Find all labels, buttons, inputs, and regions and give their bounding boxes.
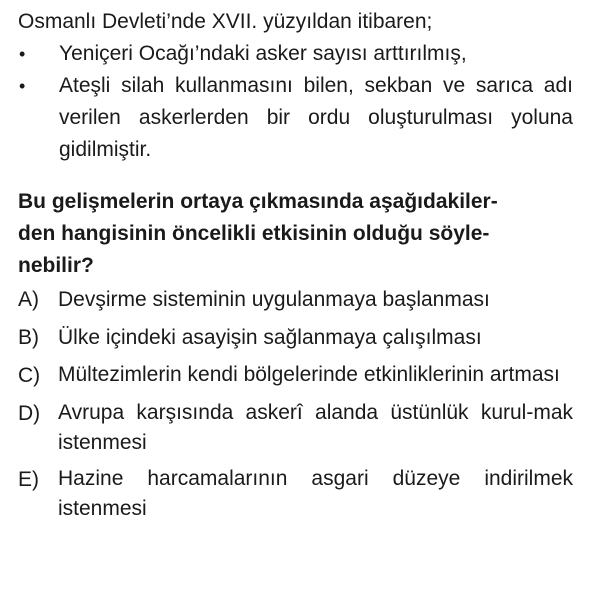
option-letter: D)	[18, 402, 41, 425]
bullet-icon: •	[19, 76, 26, 96]
question-line: Bu gelişmelerin ortaya çıkmasında aşağıdakiler-	[18, 190, 498, 213]
answer-options	[18, 284, 573, 524]
option-letter: E)	[18, 468, 39, 491]
bullet-text: Yeniçeri Ocağı’ndaki asker sayısı arttırılmış,	[59, 42, 467, 65]
option-d[interactable]	[18, 398, 573, 458]
option-text: Avrupa karşısında askerî alanda üstünlük kurul-mak istenmesi	[58, 401, 573, 454]
option-a[interactable]	[18, 284, 573, 316]
option-b[interactable]	[18, 322, 573, 354]
option-c[interactable]	[18, 360, 573, 392]
bullet-item	[18, 38, 573, 70]
option-text: Mültezimlerin kendi bölgelerinde etkinliklerinin artması	[58, 363, 560, 386]
question-stem	[18, 186, 573, 282]
option-text: Hazine harcamalarının asgari düzeye indirilmek istenmesi	[58, 467, 573, 520]
option-letter: A)	[18, 288, 39, 311]
question-line: den hangisinin öncelikli etkisinin olduğu söyle-	[18, 222, 490, 245]
option-letter: C)	[18, 364, 41, 387]
bullet-text: Ateşli silah kullanmasını bilen, sekban ve sarıca adı verilen askerlerden bir ordu oluşturulması yoluna gidilmiştir.	[59, 74, 573, 161]
option-e[interactable]	[18, 464, 573, 524]
option-text: Devşirme sisteminin uygulanmaya başlanması	[58, 288, 490, 311]
bullet-icon: •	[19, 44, 26, 64]
option-letter: B)	[18, 326, 39, 349]
question-line: nebilir?	[18, 254, 94, 277]
intro-text: Osmanlı Devleti’nde XVII. yüzyıldan itibaren;	[18, 10, 433, 33]
bullet-list	[18, 38, 573, 166]
bullet-item	[18, 70, 573, 166]
option-text: Ülke içindeki asayişin sağlanmaya çalışılması	[58, 326, 482, 349]
question-card	[18, 6, 573, 530]
